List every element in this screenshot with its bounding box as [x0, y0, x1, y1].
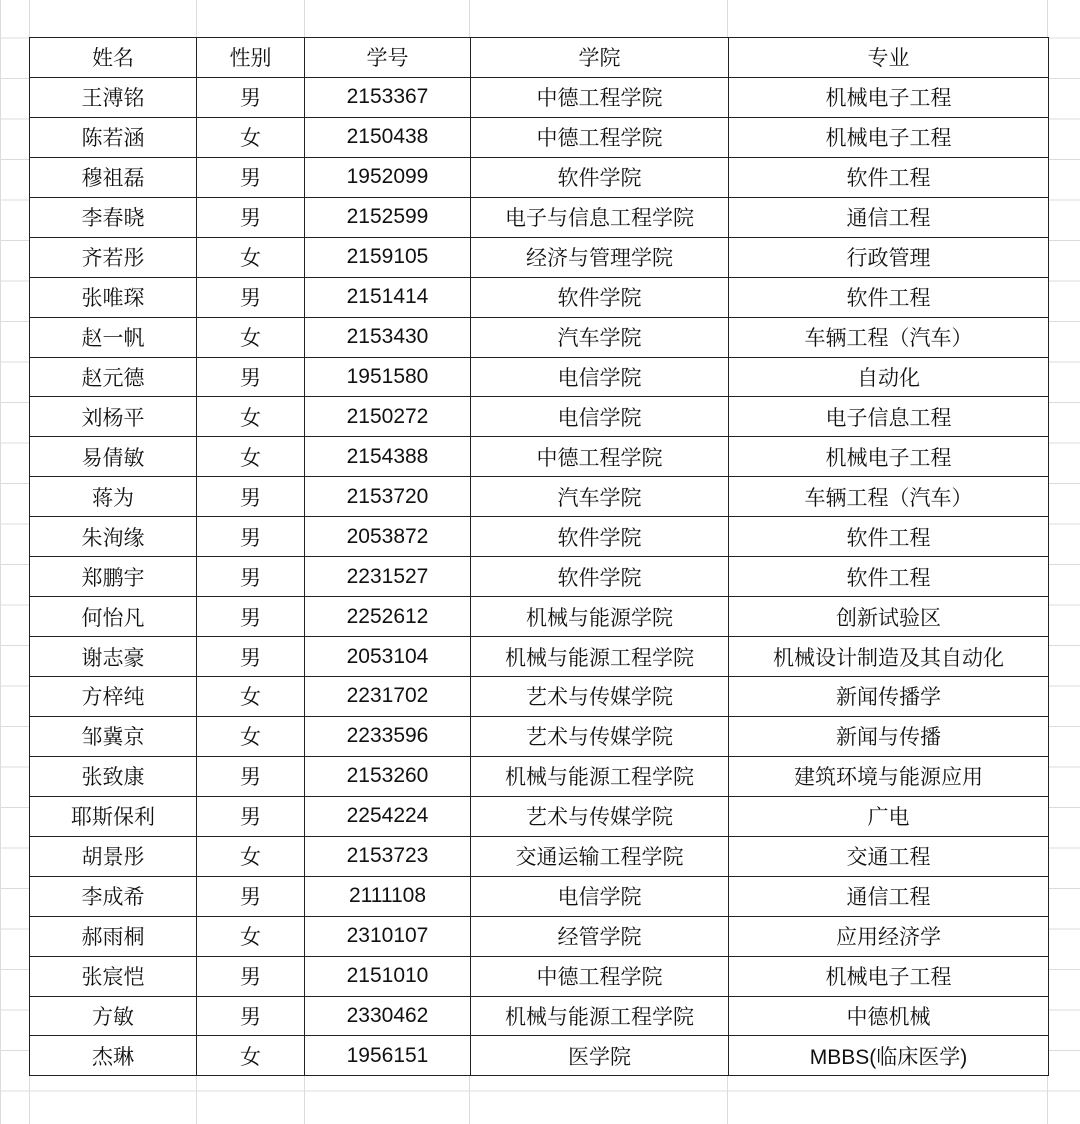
cell-college[interactable]: 电子与信息工程学院	[471, 197, 729, 237]
cell-student-id[interactable]: 2231702	[305, 677, 471, 717]
cell-college[interactable]: 汽车学院	[471, 477, 729, 517]
cell-student-id[interactable]: 2153723	[305, 836, 471, 876]
cell-name[interactable]: 方梓纯	[30, 677, 197, 717]
cell-gender[interactable]: 女	[197, 117, 305, 157]
cell-gender[interactable]: 女	[197, 317, 305, 357]
cell-name[interactable]: 朱洵缘	[30, 517, 197, 557]
cell-gender[interactable]: 女	[197, 237, 305, 277]
cell-college[interactable]: 医学院	[471, 1036, 729, 1076]
cell-major[interactable]: 电子信息工程	[729, 397, 1049, 437]
cell-student-id[interactable]: 2231527	[305, 557, 471, 597]
cell-name[interactable]: 陈若涵	[30, 117, 197, 157]
header-cell-name[interactable]: 姓名	[30, 38, 197, 78]
cell-college[interactable]: 艺术与传媒学院	[471, 716, 729, 756]
cell-major[interactable]: 新闻与传播	[729, 716, 1049, 756]
table-row	[30, 597, 1049, 637]
cell-major[interactable]: 通信工程	[729, 876, 1049, 916]
cell-name[interactable]: 胡景彤	[30, 836, 197, 876]
table-row	[30, 796, 1049, 836]
cell-name[interactable]: 郝雨桐	[30, 916, 197, 956]
cell-gender[interactable]: 女	[197, 437, 305, 477]
student-table	[29, 37, 1049, 1076]
cell-gender[interactable]: 男	[197, 157, 305, 197]
table-row	[30, 277, 1049, 317]
cell-major[interactable]: 通信工程	[729, 197, 1049, 237]
cell-gender[interactable]: 男	[197, 277, 305, 317]
cell-name[interactable]: 刘杨平	[30, 397, 197, 437]
cell-name[interactable]: 何怡凡	[30, 597, 197, 637]
cell-college[interactable]: 机械与能源工程学院	[471, 996, 729, 1036]
table-row	[30, 477, 1049, 517]
cell-college[interactable]: 中德工程学院	[471, 117, 729, 157]
cell-name[interactable]: 方敏	[30, 996, 197, 1036]
table-row	[30, 637, 1049, 677]
cell-college[interactable]: 经管学院	[471, 916, 729, 956]
cell-student-id[interactable]: 1951580	[305, 357, 471, 397]
cell-student-id[interactable]: 2151010	[305, 956, 471, 996]
cell-student-id[interactable]: 2150438	[305, 117, 471, 157]
cell-college[interactable]: 艺术与传媒学院	[471, 796, 729, 836]
cell-college[interactable]: 软件学院	[471, 157, 729, 197]
table-row	[30, 1036, 1049, 1076]
cell-major[interactable]: 创新试验区	[729, 597, 1049, 637]
cell-name[interactable]: 赵一帆	[30, 317, 197, 357]
cell-gender[interactable]: 男	[197, 197, 305, 237]
cell-name[interactable]: 齐若彤	[30, 237, 197, 277]
cell-major[interactable]: 交通工程	[729, 836, 1049, 876]
cell-gender[interactable]: 女	[197, 716, 305, 756]
cell-gender[interactable]: 男	[197, 956, 305, 996]
cell-gender[interactable]: 男	[197, 996, 305, 1036]
table-row	[30, 716, 1049, 756]
cell-gender[interactable]: 男	[197, 637, 305, 677]
cell-college[interactable]: 中德工程学院	[471, 437, 729, 477]
cell-gender[interactable]: 男	[197, 597, 305, 637]
table-row	[30, 557, 1049, 597]
cell-college[interactable]: 交通运输工程学院	[471, 836, 729, 876]
cell-student-id[interactable]: 2153720	[305, 477, 471, 517]
table-row	[30, 916, 1049, 956]
cell-student-id[interactable]: 2053872	[305, 517, 471, 557]
cell-major[interactable]: 自动化	[729, 357, 1049, 397]
cell-student-id[interactable]: 2151414	[305, 277, 471, 317]
cell-gender[interactable]: 女	[197, 836, 305, 876]
cell-student-id[interactable]: 2310107	[305, 916, 471, 956]
cell-college[interactable]: 软件学院	[471, 557, 729, 597]
cell-major[interactable]: 建筑环境与能源应用	[729, 756, 1049, 796]
cell-major[interactable]: 机械电子工程	[729, 117, 1049, 157]
table-row	[30, 996, 1049, 1036]
cell-name[interactable]: 杰琳	[30, 1036, 197, 1076]
cell-major[interactable]: 新闻传播学	[729, 677, 1049, 717]
header-cell-major[interactable]: 专业	[729, 38, 1049, 78]
table-row	[30, 836, 1049, 876]
cell-college[interactable]: 机械与能源学院	[471, 597, 729, 637]
cell-major[interactable]: 应用经济学	[729, 916, 1049, 956]
cell-student-id[interactable]: 1956151	[305, 1036, 471, 1076]
table-row	[30, 317, 1049, 357]
cell-gender[interactable]: 男	[197, 876, 305, 916]
header-cell-student-id[interactable]: 学号	[305, 38, 471, 78]
cell-major[interactable]: 软件工程	[729, 277, 1049, 317]
cell-name[interactable]: 张致康	[30, 756, 197, 796]
cell-name[interactable]: 耶斯保利	[30, 796, 197, 836]
table-row	[30, 437, 1049, 477]
cell-student-id[interactable]: 2254224	[305, 796, 471, 836]
cell-major[interactable]: 车辆工程（汽车）	[729, 477, 1049, 517]
table-row	[30, 876, 1049, 916]
cell-major[interactable]: 车辆工程（汽车）	[729, 317, 1049, 357]
cell-college[interactable]: 中德工程学院	[471, 77, 729, 117]
cell-college[interactable]: 软件学院	[471, 277, 729, 317]
cell-gender[interactable]: 男	[197, 357, 305, 397]
cell-student-id[interactable]: 2153260	[305, 756, 471, 796]
cell-gender[interactable]: 女	[197, 677, 305, 717]
table-row	[30, 357, 1049, 397]
cell-gender[interactable]: 女	[197, 1036, 305, 1076]
cell-student-id[interactable]: 2154388	[305, 437, 471, 477]
cell-major[interactable]: 中德机械	[729, 996, 1049, 1036]
cell-student-id[interactable]: 2233596	[305, 716, 471, 756]
cell-gender[interactable]: 女	[197, 397, 305, 437]
table-row	[30, 677, 1049, 717]
cell-student-id[interactable]: 2330462	[305, 996, 471, 1036]
cell-major[interactable]: 行政管理	[729, 237, 1049, 277]
cell-gender[interactable]: 男	[197, 517, 305, 557]
table-row	[30, 397, 1049, 437]
header-cell-college[interactable]: 学院	[471, 38, 729, 78]
cell-name[interactable]: 蒋为	[30, 477, 197, 517]
cell-major[interactable]: 软件工程	[729, 517, 1049, 557]
cell-major[interactable]: 机械设计制造及其自动化	[729, 637, 1049, 677]
cell-college[interactable]: 汽车学院	[471, 317, 729, 357]
cell-college[interactable]: 中德工程学院	[471, 956, 729, 996]
table-row	[30, 197, 1049, 237]
cell-student-id[interactable]: 2153430	[305, 317, 471, 357]
table-row	[30, 517, 1049, 557]
cell-student-id[interactable]: 2153367	[305, 77, 471, 117]
cell-college[interactable]: 电信学院	[471, 876, 729, 916]
cell-major[interactable]: MBBS(临床医学)	[729, 1036, 1049, 1076]
cell-college[interactable]: 艺术与传媒学院	[471, 677, 729, 717]
cell-name[interactable]: 郑鹏宇	[30, 557, 197, 597]
table-row	[30, 956, 1049, 996]
header-cell-gender[interactable]: 性别	[197, 38, 305, 78]
cell-name[interactable]: 李春晓	[30, 197, 197, 237]
cell-college[interactable]: 经济与管理学院	[471, 237, 729, 277]
cell-college[interactable]: 电信学院	[471, 397, 729, 437]
cell-gender[interactable]: 男	[197, 756, 305, 796]
cell-name[interactable]: 王溥铭	[30, 77, 197, 117]
cell-college[interactable]: 软件学院	[471, 517, 729, 557]
cell-student-id[interactable]: 2252612	[305, 597, 471, 637]
table-row	[30, 157, 1049, 197]
cell-name[interactable]: 张宸恺	[30, 956, 197, 996]
table-row	[30, 77, 1049, 117]
table-body	[30, 77, 1049, 1075]
table-row	[30, 237, 1049, 277]
table-row	[30, 117, 1049, 157]
cell-name[interactable]: 易倩敏	[30, 437, 197, 477]
cell-college[interactable]: 电信学院	[471, 357, 729, 397]
cell-gender[interactable]: 男	[197, 477, 305, 517]
cell-name[interactable]: 李成希	[30, 876, 197, 916]
cell-student-id[interactable]: 2150272	[305, 397, 471, 437]
cell-college[interactable]: 机械与能源工程学院	[471, 637, 729, 677]
cell-student-id[interactable]: 2152599	[305, 197, 471, 237]
cell-major[interactable]: 广电	[729, 796, 1049, 836]
cell-gender[interactable]: 女	[197, 916, 305, 956]
cell-major[interactable]: 软件工程	[729, 557, 1049, 597]
cell-name[interactable]: 谢志豪	[30, 637, 197, 677]
cell-major[interactable]: 机械电子工程	[729, 956, 1049, 996]
cell-name[interactable]: 赵元德	[30, 357, 197, 397]
cell-name[interactable]: 邹冀京	[30, 716, 197, 756]
cell-name[interactable]: 穆祖磊	[30, 157, 197, 197]
cell-student-id[interactable]: 1952099	[305, 157, 471, 197]
cell-student-id[interactable]: 2053104	[305, 637, 471, 677]
cell-gender[interactable]: 男	[197, 77, 305, 117]
table-row	[30, 756, 1049, 796]
cell-student-id[interactable]: 2159105	[305, 237, 471, 277]
cell-major[interactable]: 机械电子工程	[729, 437, 1049, 477]
cell-gender[interactable]: 男	[197, 557, 305, 597]
cell-name[interactable]: 张唯琛	[30, 277, 197, 317]
cell-major[interactable]: 软件工程	[729, 157, 1049, 197]
cell-college[interactable]: 机械与能源工程学院	[471, 756, 729, 796]
header-row	[30, 38, 1049, 78]
cell-major[interactable]: 机械电子工程	[729, 77, 1049, 117]
cell-gender[interactable]: 男	[197, 796, 305, 836]
cell-student-id[interactable]: 2111108	[305, 876, 471, 916]
